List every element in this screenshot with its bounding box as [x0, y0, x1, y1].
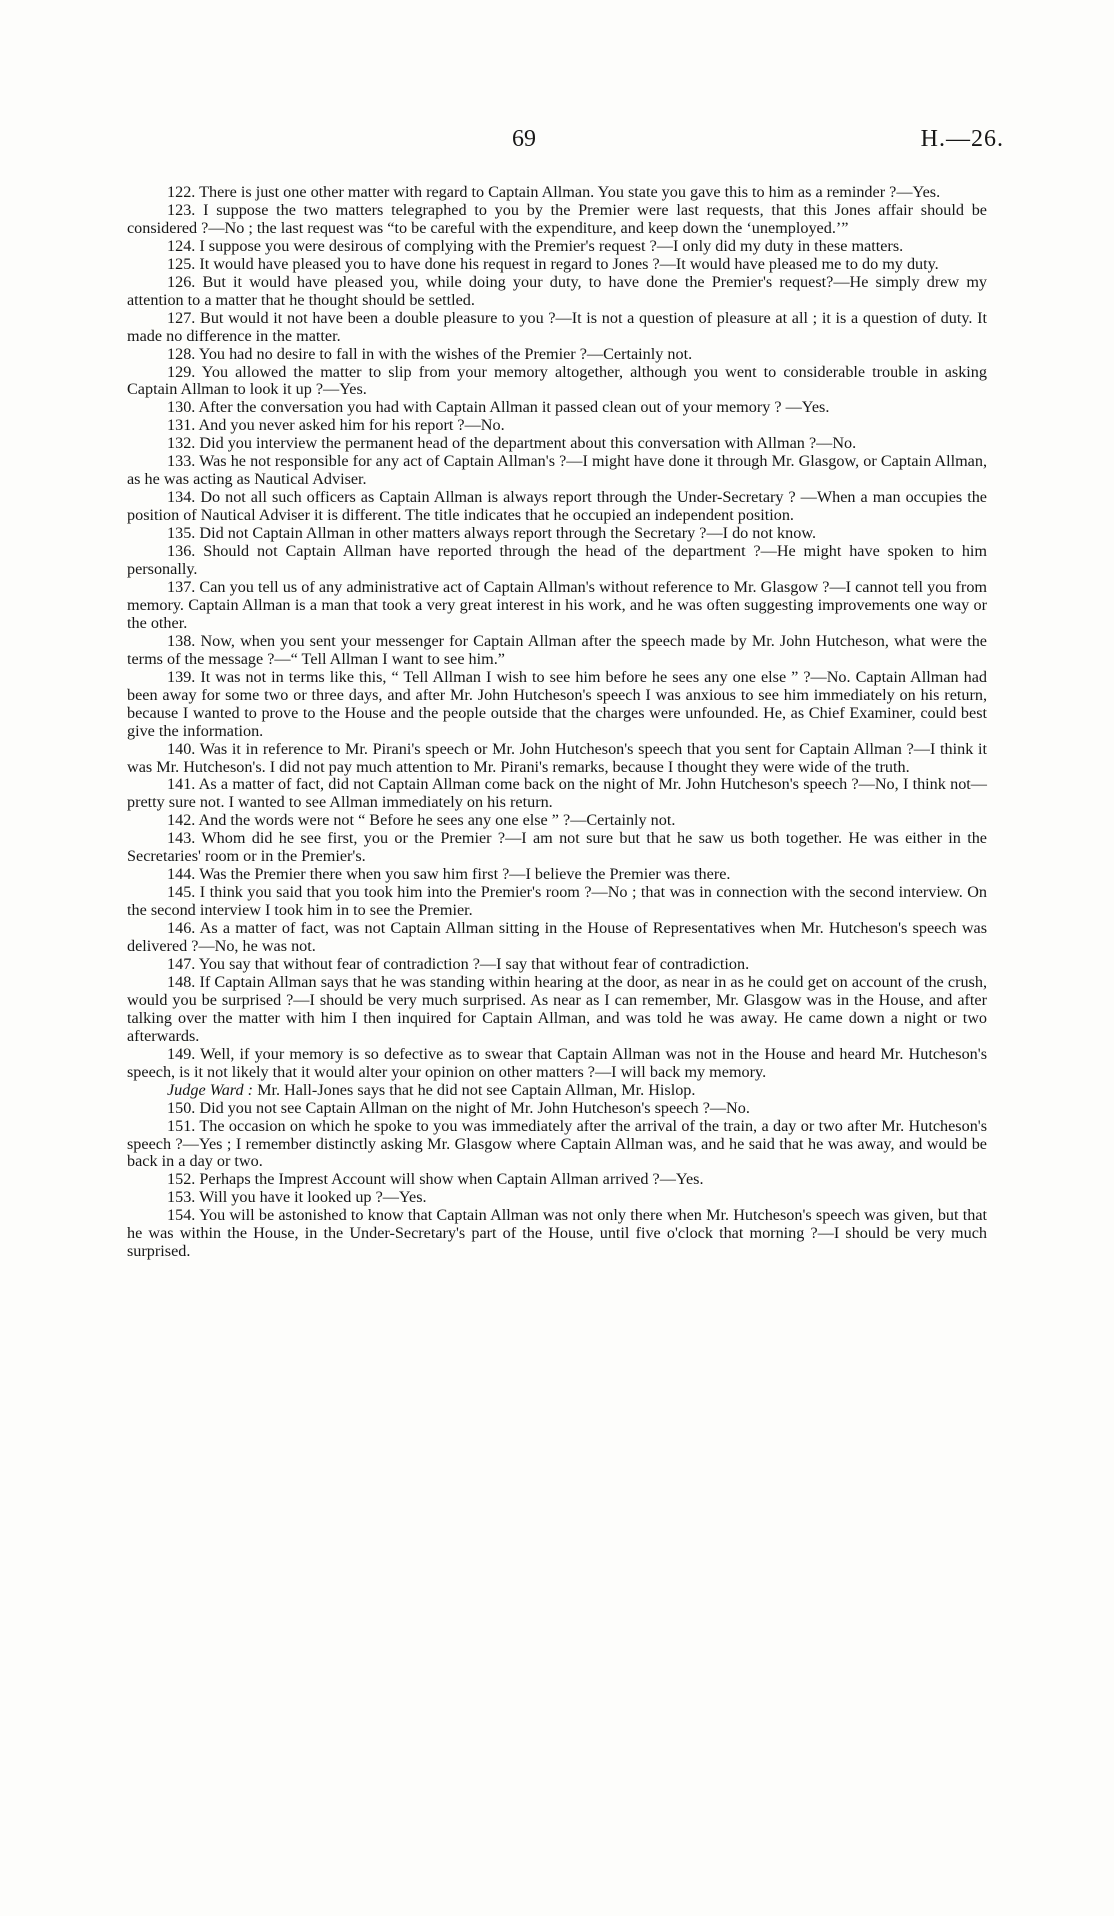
question-answer-paragraph: 122. There is just one other matter with regard to Captain Allman. You state you gave this to him as a reminder ?—Yes. — [167, 183, 941, 201]
question-answer-paragraph: 137. Can you tell us of any administrative act of Captain Allman's without reference to Mr. Glasgow ?—I cannot tell you from memory. Captain Allman is a man that took a very great interest in his work, and he was often suggesting improvements one way or the other. — [127, 577, 987, 632]
question-answer-paragraph: 151. The occasion on which he spoke to you was immediately after the arrival of the train, a day or two after Mr. Hutcheson's speech ?—Yes ; I remember distinctly asking Mr. Glasgow where Captain Allman was, and he said that he was away, and would be back in a day or two. — [127, 1116, 987, 1171]
question-answer-paragraph: 132. Did you interview the permanent head of the department about this conversation with Allman ?—No. — [167, 434, 857, 453]
question-answer-paragraph: 138. Now, when you sent your messenger for Captain Allman after the speech made by Mr. John Hutcheson, what were the terms of the message ?—“ Tell Allman I want to see him.” — [127, 631, 987, 668]
testimony-body — [127, 184, 987, 1261]
question-answer-paragraph: 142. And the words were not “ Before he sees any one else ” ?—Certainly not. — [167, 811, 676, 830]
question-answer-paragraph: 146. As a matter of fact, was not Captain Allman sitting in the House of Representatives when Mr. Hutcheson's speech was delivered ?—No, he was not. — [127, 919, 987, 956]
question-answer-paragraph: 140. Was it in reference to Mr. Pirani's speech or Mr. John Hutcheson's speech that you sent for Captain Allman ?—I think it was Mr. Hutcheson's. I did not pay much attention to Mr. Pirani's remarks, because I thought they were wide of the truth. — [127, 739, 987, 776]
question-answer-paragraph: 126. But it would have pleased you, while doing your duty, to have done the Premier's request?—He simply drew my attention to a matter that he thought should be settled. — [127, 272, 987, 309]
question-answer-paragraph: 148. If Captain Allman says that he was standing within hearing at the door, as near in as he could get on account of the crush, would you be surprised ?—I should be very much surprised. As near as I can remember, Mr. Glasgow was in the House, and after talking over the matter with him I then inquired for Captain Allman, and was told he was away. He came down a night or two afterwards. — [127, 972, 987, 1045]
question-answer-paragraph: 147. You say that without fear of contradiction ?—I say that without fear of contradiction. — [167, 954, 750, 973]
judge-remark-speaker: Judge Ward : — [167, 1080, 254, 1099]
question-answer-paragraph: 145. I think you said that you took him into the Premier's room ?—No ; that was in connection with the second interview. On the second interview I took him in to see the Premier. — [127, 883, 987, 920]
question-answer-paragraph: 143. Whom did he see first, you or the Premier ?—I am not sure but that he saw us both together. He was either in the Secretaries' room or in the Premier's. — [127, 829, 987, 866]
question-answer-paragraph: 139. It was not in terms like this, “ Tell Allman I wish to see him before he sees any one else ” ?—No. Captain Allman had been away for some two or three days, and after Mr. John Hutcheson's speech I was anxious to see him immediately on his return, because I wanted to prove to the House and the people outside that the charges were unfounded. He, as Chief Examiner, could best give the information. — [127, 667, 987, 740]
question-answer-paragraph: 154. You will be astonished to know that Captain Allman was not only there when Mr. Hutcheson's speech was given, but that he was within the House, in the Under-Secretary's part of the House, until five o'clock that morning ?—I should be very much surprised. — [127, 1206, 987, 1261]
question-answer-paragraph: 133. Was he not responsible for any act of Captain Allman's ?—I might have done it through Mr. Glasgow, or Captain Allman, as he was acting as Nautical Adviser. — [127, 452, 987, 489]
question-answer-paragraph: 150. Did you not see Captain Allman on the night of Mr. John Hutcheson's speech ?—No. — [167, 1098, 750, 1117]
question-answer-paragraph: 125. It would have pleased you to have done his request in regard to Jones ?—It would have pleased me to do my duty. — [167, 254, 939, 273]
question-answer-paragraph: 130. After the conversation you had with Captain Allman it passed clean out of your memory ? —Yes. — [167, 398, 830, 417]
page-header — [0, 126, 1114, 166]
document-reference: H.—26. — [920, 126, 1004, 152]
question-answer-paragraph: 152. Perhaps the Imprest Account will show when Captain Allman arrived ?—Yes. — [167, 1170, 704, 1189]
question-answer-paragraph: 128. You had no desire to fall in with the wishes of the Premier ?—Certainly not. — [167, 344, 693, 363]
question-answer-paragraph: 144. Was the Premier there when you saw him first ?—I believe the Premier was there. — [167, 865, 731, 884]
question-answer-paragraph: 135. Did not Captain Allman in other matters always report through the Secretary ?—I do not know. — [167, 524, 817, 543]
page-number: 69 — [512, 126, 536, 152]
question-answer-paragraph: 134. Do not all such officers as Captain Allman is always report through the Under-Secretary ? —When a man occupies the position of Nautical Adviser it is different. The title indicates that he occupied an independent position. — [127, 488, 987, 525]
question-answer-paragraph: 141. As a matter of fact, did not Captain Allman come back on the night of Mr. John Hutcheson's speech ?—No, I think not—pretty sure not. I wanted to see Allman immediately on his return. — [127, 775, 987, 812]
question-answer-paragraph: 124. I suppose you were desirous of complying with the Premier's request ?—I only did my duty in these matters. — [167, 236, 904, 255]
question-answer-paragraph: 153. Will you have it looked up ?—Yes. — [167, 1188, 427, 1207]
question-answer-paragraph: 149. Well, if your memory is so defective as to swear that Captain Allman was not in the House and heard Mr. Hutcheson's speech, is it not likely that it would alter your opinion on other matters ?—I will back my memory. — [127, 1044, 987, 1081]
question-answer-paragraph: 136. Should not Captain Allman have reported through the head of the department ?—He might have spoken to him personally. — [127, 542, 987, 579]
judge-remark — [127, 1082, 987, 1100]
judge-remark-text: Mr. Hall-Jones says that he did not see Captain Allman, Mr. Hislop. — [253, 1080, 696, 1099]
question-answer-paragraph: 127. But would it not have been a double pleasure to you ?—It is not a question of pleasure at all ; it is a question of duty. It made no difference in the matter. — [127, 308, 987, 345]
question-answer-paragraph: 131. And you never asked him for his report ?—No. — [167, 416, 505, 435]
question-answer-paragraph: 129. You allowed the matter to slip from your memory altogether, although you went to considerable trouble in asking Captain Allman to look it up ?—Yes. — [127, 362, 987, 399]
question-answer-paragraph: 123. I suppose the two matters telegraphed to you by the Premier were last requests, that this Jones affair should be considered ?—No ; the last request was “to be careful with the expenditure, and keep down the ‘unemployed.’” — [127, 200, 987, 237]
